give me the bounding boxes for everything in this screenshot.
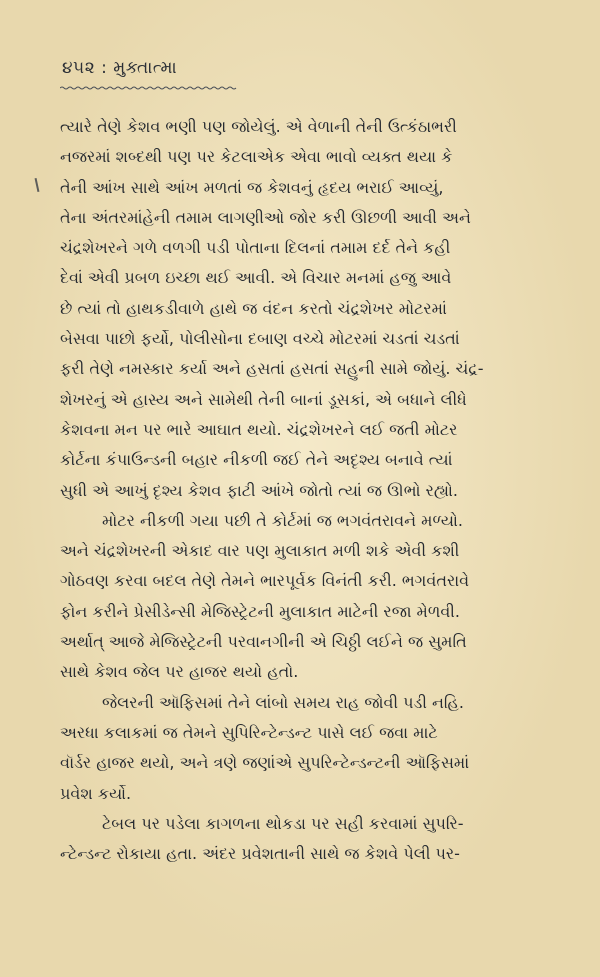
text-line: શેખરનું એ હાસ્ય અને સામેથી તેની બાનાં ડૂસકાં, એ બધાને લીધે [60,389,467,409]
text-line: મોટર નીકળી ગયા પછી તે કોર્ટમાં જ ભગવંતરાવને મળ્યો. [102,510,464,530]
text-line: તેના અંતરમાંહેની તમામ લાગણીઓ જોર કરી ઊછળી આવી અને [60,207,471,227]
paragraph [60,506,580,688]
margin-mark [35,178,40,192]
text-line: સુધી એ આખું દૃશ્ય કેશવ ફાટી આંખે જોતો ત્યાં જ ઊભો રહ્યો. [60,480,458,500]
page-number: ૪૫૨ [62,58,96,78]
text-line: દેવાં એવી પ્રબળ ઇચ્છા થઈ આવી. એ વિચાર મનમાં હજુ આવે [60,268,452,288]
text-line: ફોન કરીને પ્રેસીડેન્સી મેજિસ્ટ્રેટની મુલાકાત માટેની રજા મેળવી. [60,601,460,621]
text-line: ફરી તેણે નમસ્કાર કર્યા અને હસતાં હસતાં સહુની સામે જોયું. ચંદ્ર- [60,359,484,379]
text-line: અરધા કલાકમાં જ તેમને સુપિરિન્ટેન્ડન્ટ પાસે લઈ જવા માટે [60,722,438,742]
text-line: ટેબલ પર પડેલા કાગળના થોકડા પર સહી કરવામાં સુપરિ- [102,813,464,833]
text-line: જેલરની ઑફિસમાં તેને લાંબો સમય રાહ જોવી પડી નહિ. [102,692,464,712]
paragraph [60,688,580,809]
text-line: પ્રવેશ કર્યો. [60,783,132,803]
body-text [60,112,580,869]
header-wavy-rule [60,86,238,90]
text-line: સાથે કેશવ જેલ પર હાજર થયો હતો. [60,662,299,682]
text-line: ગોઠવણ કરવા બદલ તેણે તેમને ભારપૂર્વક વિનંતી કરી. ભગવંતરાવે [60,571,470,591]
text-line: અને ચંદ્રશેખરની એકાદ વાર પણ મુલાકાત મળી શકે એવી કશી [60,541,460,561]
text-line: ન્ટેન્ડન્ટ રોકાયા હતા. અંદર પ્રવેશતાની સાથે જ કેશવે પેલી પર- [60,844,460,864]
running-header [62,58,177,78]
text-line: નજરમાં શબ્દથી પણ પર કેટલાએક એવા ભાવો વ્યક્ત થયા કે [60,147,453,167]
text-line: કોર્ટના કંપાઉન્ડની બહાર નીકળી જઈ તેને અદૃશ્ય બનાવે ત્યાં [60,450,453,470]
text-line: કેશવના મન પર ભારે આઘાત થયો. ચંદ્રશેખરને લઈ જતી મોટર [60,419,458,439]
text-line: ત્યારે તેણે કેશવ ભણી પણ જોયેલું. એ વેળાની તેની ઉત્કંઠાભરી [60,117,457,136]
paragraph [60,809,580,870]
text-line: બેસવા પાછો ફર્યો, પોલીસોના દબાણ વચ્ચે મોટરમાં ચડતાં ચડતાં [60,329,460,349]
text-line: અર્થાત્ આજે મેજિસ્ટ્રેટની પરવાનગીની એ ચિઠ્ઠી લઈને જ સુમતિ [60,632,467,652]
paragraph [60,112,580,506]
text-line: છે ત્યાં તો હાથકડીવાળે હાથે જ વંદન કરતો ચંદ્રશેખર મોટરમાં [60,298,447,318]
text-line: ચંદ્રશેખરને ગળે વળગી પડી પોતાના દિલનાં તમામ દર્દ તેને કહી [60,238,451,258]
header-separator: : [101,58,108,78]
text-line: વૉર્ડર હાજર થયો, અને ત્રણે જણાંએ સુપરિન્ટેન્ડન્ટની ઑફિસમાં [60,753,470,773]
text-line: તેની આંખ સાથે આંખ મળતાં જ કેશવનું હૃદય ભરાઈ આવ્યું, [60,177,444,197]
book-title: મુક્તાત્મા [113,58,178,78]
